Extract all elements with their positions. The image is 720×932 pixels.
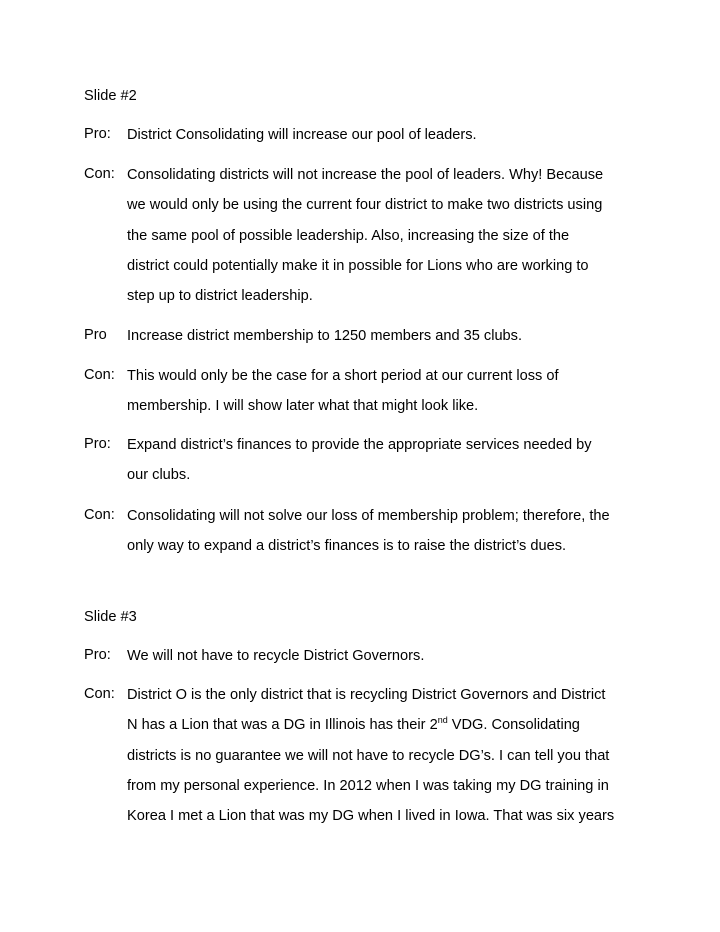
slide-2-heading: Slide #2 [84, 88, 137, 104]
entry-label: Con: [84, 507, 115, 523]
entry-label: Con: [84, 166, 115, 182]
entry-line: We will not have to recycle District Governors. [127, 648, 425, 664]
entry-line-with-superscript [127, 716, 614, 746]
entry-line: we would only be using the current four district to make two districts using [127, 197, 603, 214]
entry-text [127, 647, 424, 677]
entry-line: only way to expand a district’s finances is to raise the district’s dues. [127, 538, 567, 555]
entry-line: Korea I met a Lion that was my DG when I lived in Iowa. That was six years [127, 808, 615, 825]
line-part: VDG. Consolidating [447, 717, 580, 734]
ordinal-superscript: nd [437, 715, 448, 726]
entry-line: district could potentially make it in possible for Lions who are working to [127, 257, 589, 274]
entry-line: This would only be the case for a short period at our current loss of [127, 368, 559, 384]
entry-line: districts is no guarantee we will not have to recycle DG’s. I can tell you that [127, 747, 610, 764]
entry-text [127, 507, 610, 568]
entry-text [127, 436, 592, 497]
entry-line: from my personal experience. In 2012 when I was taking my DG training in [127, 777, 609, 794]
entry-label: Con: [84, 367, 115, 383]
entry-line: Consolidating will not solve our loss of membership problem; therefore, the [127, 508, 610, 524]
entry-text [127, 327, 522, 357]
entry-line: District O is the only district that is recycling District Governors and District [127, 687, 606, 703]
entry-line: Consolidating districts will not increase the pool of leaders. Why! Because [127, 167, 604, 183]
entry-label: Pro [84, 327, 107, 343]
entry-label: Pro: [84, 126, 111, 142]
entry-text [127, 686, 614, 837]
entry-line: Expand district’s finances to provide the appropriate services needed by [127, 437, 592, 453]
entry-line: Increase district membership to 1250 members and 35 clubs. [127, 328, 523, 344]
entry-line: District Consolidating will increase our pool of leaders. [127, 127, 477, 143]
entry-text [127, 367, 559, 428]
entry-line: our clubs. [127, 467, 191, 484]
entry-line: step up to district leadership. [127, 288, 313, 305]
line-part: N has a Lion that was a DG in Illinois has their 2 [127, 717, 438, 734]
entry-line: membership. I will show later what that might look like. [127, 398, 479, 415]
entry-line: the same pool of possible leadership. Also, increasing the size of the [127, 227, 570, 244]
entry-label: Pro: [84, 436, 111, 452]
entry-text [127, 126, 477, 156]
entry-label: Pro: [84, 647, 111, 663]
slide-3-heading: Slide #3 [84, 609, 137, 625]
entry-text [127, 166, 603, 317]
entry-label: Con: [84, 686, 115, 702]
